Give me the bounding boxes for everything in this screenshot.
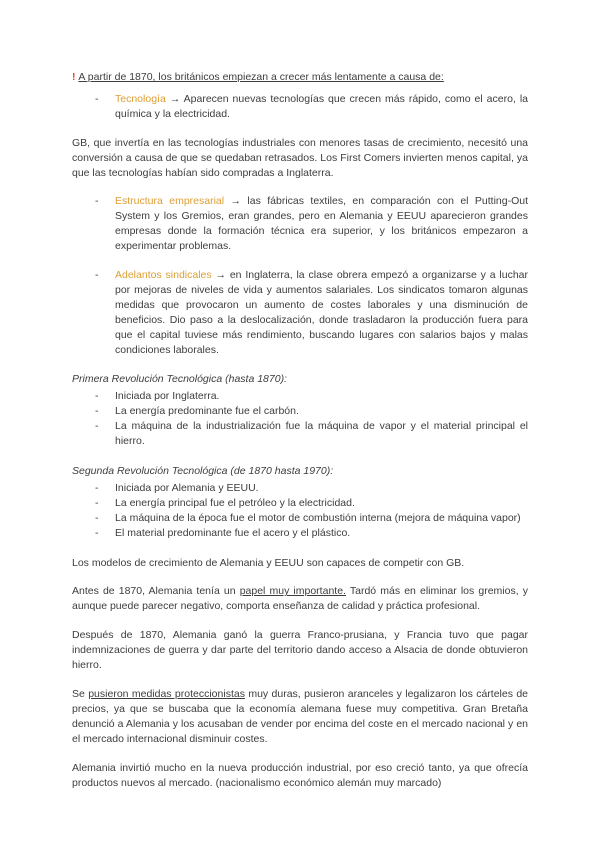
text-run: Segunda Revolución Tecnológica (de 1870 hasta 1970): bbox=[72, 464, 334, 477]
document-title bbox=[72, 70, 528, 85]
underlined-text: papel muy importante. bbox=[239, 585, 346, 598]
bullet-text bbox=[115, 481, 528, 496]
bullet-dash-icon: - bbox=[95, 269, 99, 282]
bullet-item bbox=[72, 526, 528, 541]
bullet-item bbox=[72, 92, 528, 122]
bullet-text bbox=[115, 92, 528, 122]
paragraph bbox=[72, 628, 528, 673]
text-run: La energía principal fue el petróleo y la electricidad. bbox=[115, 497, 355, 510]
bullet-item bbox=[72, 419, 528, 449]
bullet-dash-icon: - bbox=[95, 390, 99, 403]
paragraph bbox=[72, 761, 528, 791]
paragraph bbox=[72, 687, 528, 747]
text-run: Los modelos de crecimiento de Alemania y EEUU son capaces de competir con GB. bbox=[72, 556, 465, 569]
bullet-item bbox=[72, 496, 528, 511]
paragraph bbox=[72, 136, 528, 181]
bullet-dash-icon: - bbox=[95, 512, 99, 525]
text-run: Tardó más en eliminar los gremios, y aunque puede parecer negativo, comporta enseñanza de calidad y práctica profesional. bbox=[72, 585, 529, 613]
bullet-text bbox=[115, 389, 528, 404]
text-run: El material predominante fue el acero y el plástico. bbox=[115, 527, 351, 540]
bullet-dash-icon: - bbox=[95, 482, 99, 495]
bullet-text bbox=[115, 268, 528, 357]
section-heading bbox=[72, 372, 528, 387]
blank-line bbox=[72, 449, 528, 464]
bullet-text bbox=[115, 419, 528, 449]
blank-line bbox=[72, 541, 528, 556]
bullet-item bbox=[72, 404, 528, 419]
bullet-text bbox=[115, 511, 528, 526]
text-run: Después de 1870, Alemania ganó la guerra Franco-prusiana, y Francia tuvo que pagar indemnizaciones de guerra y dar parte del territorio dando acceso a Alsacia de donde obtuvieron hierro. bbox=[72, 629, 528, 672]
bullet-text bbox=[115, 496, 528, 511]
bullet-text bbox=[115, 526, 528, 541]
text-run: Alemania invirtió mucho en la nueva producción industrial, por eso creció tanto, ya que ofrecía productos nuevos al mercado. (nacionalismo económico alemán muy marcado) bbox=[72, 761, 528, 789]
paragraph bbox=[72, 584, 528, 614]
underlined-text: A partir de 1870, los británicos empiezan a crecer más lentamente a causa de: bbox=[78, 71, 444, 83]
bullet-item bbox=[72, 194, 528, 254]
highlighted-term: Estructura empresarial bbox=[115, 195, 225, 208]
bullet-text bbox=[115, 404, 528, 419]
bullet-dash-icon: - bbox=[95, 527, 99, 540]
highlighted-term: Tecnología bbox=[115, 92, 166, 105]
text-run: Se bbox=[72, 688, 89, 700]
text-run: Iniciada por Inglaterra. bbox=[115, 390, 220, 403]
bullet-dash-icon: - bbox=[95, 92, 99, 105]
alert-exclamation-icon: ! bbox=[72, 71, 79, 83]
text-run: Primera Revolución Tecnológica (hasta 1870): bbox=[72, 372, 287, 385]
text-run: muy duras, pusieron aranceles y legalizaron los cárteles de precios, ya que se buscaba que la economía alemana fuese muy competitiva. Gran Bretaña denunció a Alemania y los acusaban de vender por encima del coste en el mercado nacional y en el mercado internacional disminuir costes. bbox=[72, 688, 529, 745]
text-run: → en Inglaterra, la clase obrera empezó a organizarse y a luchar por mejoras de niveles de vida y aumentos salariales. Los sindicatos tomaron algunas medidas que provocaron un aumento de costes laborales y una disminución de beneficios. Dio paso a la deslocalización, donde trasladaron la producción fuera para que el capital tuviese más rendimiento, buscando lugares con salarios bajos y malas condiciones laborales. bbox=[115, 269, 528, 356]
bullet-item bbox=[72, 511, 528, 526]
text-run: La máquina de la época fue el motor de combustión interna (mejora de máquina vapor) bbox=[115, 512, 521, 525]
bullet-text bbox=[115, 194, 528, 254]
underlined-text: pusieron medidas proteccionistas bbox=[88, 688, 245, 700]
bullet-item bbox=[72, 268, 528, 357]
text-run: → las fábricas textiles, en comparación con el Putting-Out System y los Gremios, eran grandes, pero en Alemania y EEUU aparecieron grandes empresas donde la formación técnica era superior, y los británicos empezaron a experimentar problemas. bbox=[115, 195, 528, 253]
paragraph bbox=[72, 556, 528, 571]
bullet-dash-icon: - bbox=[95, 420, 99, 433]
bullet-dash-icon: - bbox=[95, 405, 99, 418]
text-run: GB, que invertía en las tecnologías industriales con menores tasas de crecimiento, necesitó una conversión a causa de que se quedaban retrasados. Los First Comers invierten menos capital, ya que las tecnologías habían sido compradas a Inglaterra. bbox=[72, 136, 528, 179]
text-run: → Aparecen nuevas tecnologías que crecen más rápido, como el acero, la química y la electricidad. bbox=[115, 92, 528, 120]
bullet-item bbox=[72, 481, 528, 496]
section-heading bbox=[72, 464, 528, 479]
bullet-dash-icon: - bbox=[95, 195, 99, 208]
text-run: La máquina de la industrialización fue la máquina de vapor y el material principal el hierro. bbox=[115, 420, 528, 448]
bullet-dash-icon: - bbox=[95, 497, 99, 510]
highlighted-term: Adelantos sindicales bbox=[115, 269, 212, 282]
text-run: La energía predominante fue el carbón. bbox=[115, 405, 299, 418]
bullet-item bbox=[72, 389, 528, 404]
text-run: Antes de 1870, Alemania tenía un bbox=[72, 585, 240, 598]
text-run: Iniciada por Alemania y EEUU. bbox=[115, 482, 259, 495]
